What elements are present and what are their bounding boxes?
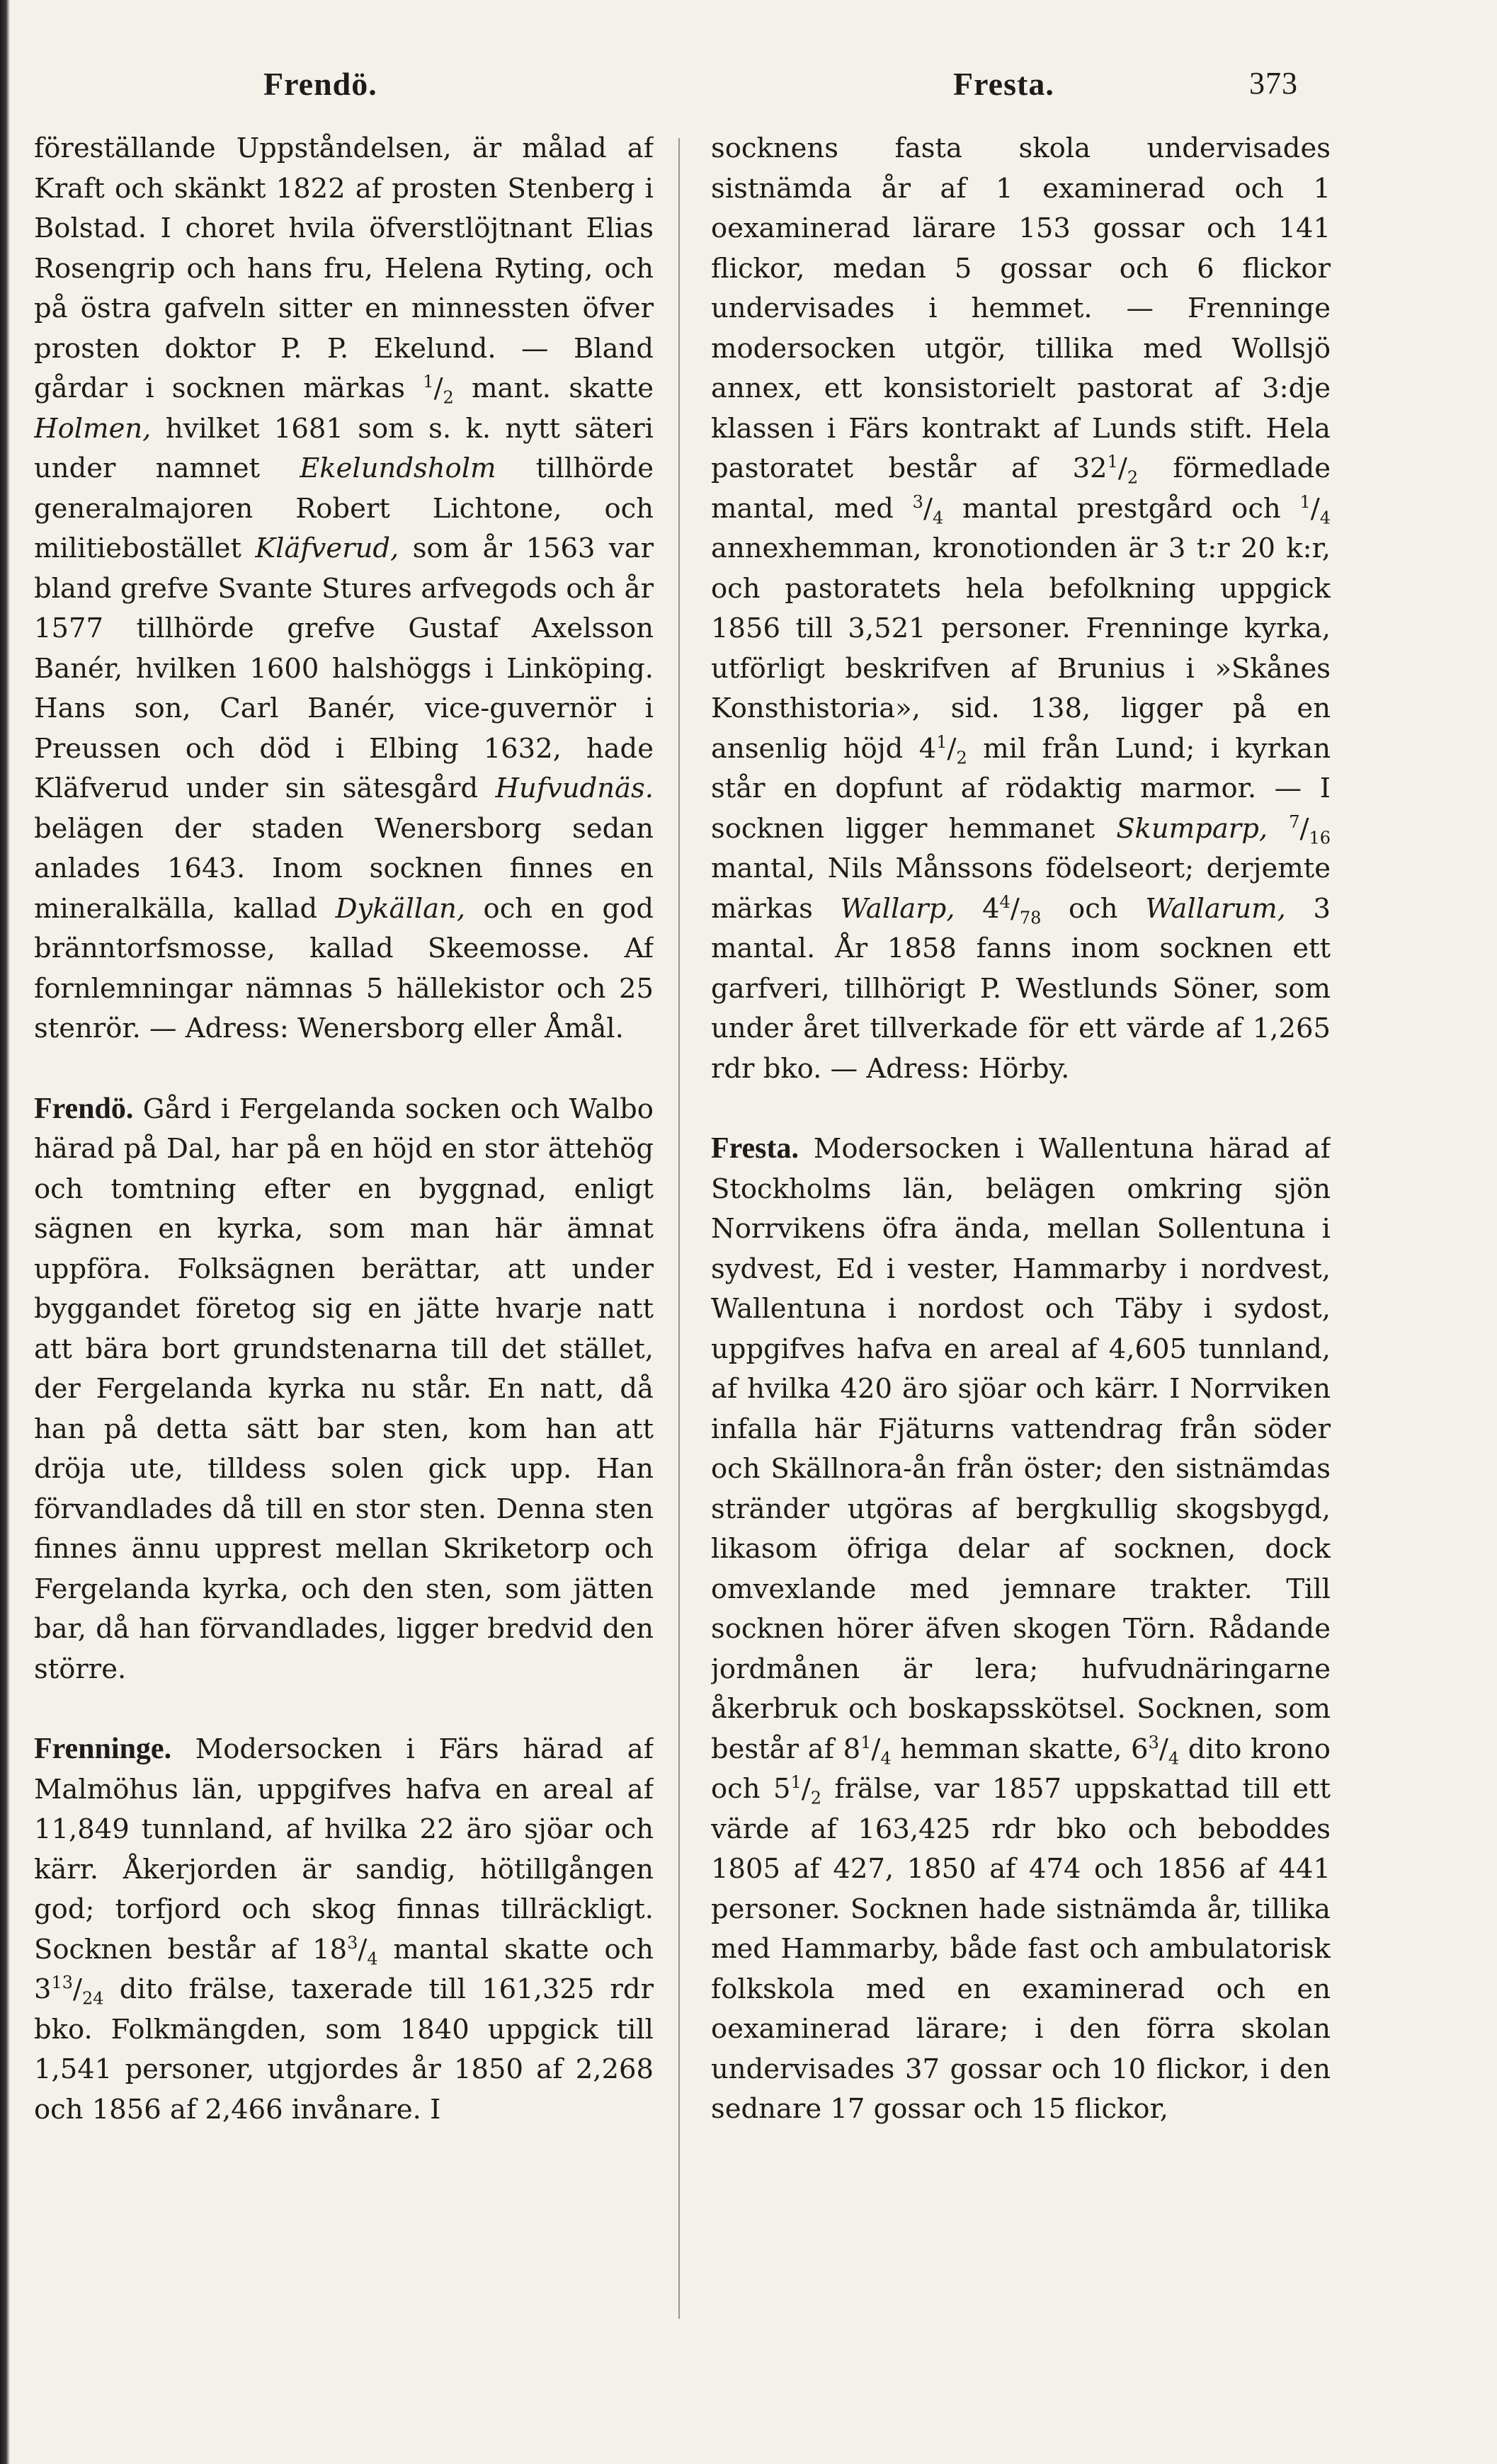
entry-frenninge: Frenninge. Modersocken i Färs härad af Malmöhus län, uppgifves hafva en areal af 11,849 tunnland, af hvilka 22 äro sjöar och kärr. Åkerjorden är sandig, hötillgången god; torfjord och skog finnas tillräckligt. Socknen består af $18^3/_4$ mantal skatte och $3^{13}/_{24}$ dito frälse, taxerade till 161,325 rdr bko. Folkmängden, som 1840 uppgick till 1,541 personer, utgjordes år 1850 af 2,268 och 1856 af 2,466 invånare. I xyxy=(34,1733,654,2126)
entry-frendo: Frendö. Gård i Fergelanda socken och Walbo härad på Dal, har på en höjd en stor ättehög och tomtning efter en byggnad, enligt sägnen en kyrka, som man här ämnat uppföra. Folksägnen berättar, att under byggandet företog sig en jätte hvarje natt att bära bort grundstenarna till det stället, der Fergelanda kyrka nu står. En natt, då han på detta sätt bar sten, kom han att dröja ute, tilldess solen gick upp. Han förvandlades då till en stor sten. Denna sten finnes ännu upprest mellan Skriketorp och Fergelanda kyrka, och den sten, som jätten bar, då han förvandlades, ligger bredvid den större. xyxy=(34,1092,654,1685)
fraction-numerator: 1 xyxy=(790,1772,802,1793)
fraction-denominator: 4 xyxy=(1168,1748,1180,1769)
place-name: Kläfverud, xyxy=(255,532,399,564)
fraction-numerator: 3 xyxy=(912,491,923,512)
page-number: 373 xyxy=(1249,66,1298,101)
paragraph-frenninge-continuation: socknens fasta skola undervisades sistnämda år af 1 examinerad och 1 oexaminerad lärare 153 gossar och 141 flickor, medan 5 gossar och 6 flickor undervisades i hemmet. — Frenninge modersocken utgör, tillika med Wollsjö annex, ett konsistorielt pastorat af 3:dje klassen i Färs kontrakt af Lunds stift. Hela pastoratet består af $32^1/_2$ förmedlade mantal, med $^3/_4$ mantal prestgård och $^1/_4$ annexhemman, kronotionden är 3 t:r 20 k:r, och pastoratets hela befolkning uppgick 1856 till 3,521 personer. Frenninge kyrka, utförligt beskrifven af Brunius i »Skånes Konsthistoria», sid. 138, ligger på en ansenlig höjd $4^1/_2$ mil från Lund; i kyrkan står en dopfunt af rödaktig marmor. — I socknen ligger hemmanet Skumparp, $^7/_{16}$ mantal, Nils Månssons födelseort; derjemte märkas Wallarp, $4^4/_{78}$ och Wallarum, 3 mantal. År 1858 fanns inom socknen ett garfveri, tillhörigt P. Westlunds Söner, som under året tillverkade för ett värde af 1,265 rdr bko. — Adress: Hörby. xyxy=(711,132,1331,1085)
running-header-left: Frendö. xyxy=(263,66,377,102)
fraction-denominator: 4 xyxy=(367,1949,378,1969)
place-name: Dykällan, xyxy=(335,892,466,925)
place-name: Wallarum, xyxy=(1145,892,1286,925)
fraction-denominator: 24 xyxy=(82,1988,104,2009)
fraction-denominator: 78 xyxy=(1019,908,1042,928)
fraction-denominator: 2 xyxy=(810,1788,821,1808)
fraction-denominator: 2 xyxy=(443,387,454,408)
fraction-numerator: 1 xyxy=(860,1732,872,1752)
entry-headword: Fresta. xyxy=(711,1132,799,1165)
place-name: Skumparp, xyxy=(1116,812,1268,845)
place-name: Holmen, xyxy=(34,412,152,445)
right-column xyxy=(711,129,1331,2324)
place-name: Ekelundsholm xyxy=(300,452,496,484)
entry-fresta: Fresta. Modersocken i Wallentuna härad af Stockholms län, belägen omkring sjön Norrvikens öfra ända, mellan Sollentuna i sydvest, Ed i vester, Hammarby i nordvest, Wallentuna i nordost och Täby i sydost, uppgifves hafva en areal af 4,605 tunnland, af hvilka 420 äro sjöar och kärr. I Norrviken infalla här Fjäturns vattendrag från söder och Skällnora-ån från öster; den sistnämdas stränder utgöras af bergkullig skogsbygd, likasom öfriga delar af socknen, dock omvexlande med jemnare trakter. Till socknen hörer äfven skogen Törn. Rådande jordmånen är lera; hufvudnäringarne åkerbruk och boskapsskötsel. Socknen, som består af $8^1/_4$ hemman skatte, $6^3/_4$ dito krono och $5^1/_2$ frälse, var 1857 uppskattad till ett värde af 163,425 rdr bko och beboddes 1805 af 427, 1850 af 474 och 1856 af 441 personer. Socknen hade sistnämda år, tillika med Hammarby, både fast och ambulatorisk folkskola med en examinerad och en oexaminerad lärare; i den förra skolan undervisades 37 gossar och 10 flickor, i den sednare 17 gossar och 15 flickor, xyxy=(711,1132,1331,2125)
place-name: Wallarp, xyxy=(840,892,955,925)
fraction-denominator: 4 xyxy=(1319,508,1331,528)
fraction-numerator: 3 xyxy=(347,1932,358,1953)
fraction-numerator: 3 xyxy=(1148,1732,1159,1752)
fraction-numerator: 1 xyxy=(1299,491,1311,512)
fraction-denominator: 2 xyxy=(1127,467,1139,488)
fraction-numerator: 1 xyxy=(936,731,947,752)
fraction-denominator: 16 xyxy=(1309,828,1331,848)
column-divider xyxy=(678,138,680,2319)
paragraph-frendo-continuation: föreställande Uppståndelsen, är målad af Kraft och skänkt 1822 af prosten Stenberg i Bolstad. I choret hvila öfverstlöjtnant Elias Rosengrip och hans fru, Helena Ryting, och på östra gafveln sitter en minnessten öfver prosten doktor P. P. Ekelund. — Bland gårdar i socknen märkas $^1/_2$ mant. skatte Holmen, hvilket 1681 som s. k. nytt säteri under namnet Ekelundsholm tillhörde generalmajoren Robert Lichtone, och militiebostället Kläfverud, som år 1563 var bland grefve Svante Stures arfvegods och år 1577 tillhörde grefve Gustaf Axelsson Banér, hvilken 1600 halshöggs i Linköping. Hans son, Carl Banér, vice-guvernör i Preussen och död i Elbing 1632, hade Kläfverud under sin sätesgård Hufvudnäs. belägen der staden Wenersborg sedan anlades 1643. Inom socknen finnes en mineralkälla, kallad Dykällan, och en god bränntorfsmosse, kallad Skeemosse. Af fornlemningar nämnas 5 hällekistor och 25 stenrör. — Adress: Wenersborg eller Åmål. xyxy=(34,132,654,1044)
entry-headword: Frenninge. xyxy=(34,1733,172,1765)
fraction-numerator: 1 xyxy=(1107,452,1118,472)
fraction-numerator: 1 xyxy=(423,372,434,392)
running-header-right: Fresta. xyxy=(953,66,1054,102)
place-name: Hufvudnäs. xyxy=(495,772,654,804)
fraction-numerator: 7 xyxy=(1289,811,1300,832)
fraction-numerator: 4 xyxy=(999,891,1011,912)
entry-headword: Frendö. xyxy=(34,1092,134,1125)
fraction-numerator: 13 xyxy=(51,1973,74,1993)
book-spine-shadow xyxy=(0,0,10,2464)
fraction-denominator: 2 xyxy=(956,748,967,768)
fraction-denominator: 4 xyxy=(932,508,944,528)
left-column xyxy=(34,129,654,2324)
fraction-denominator: 4 xyxy=(880,1748,892,1769)
